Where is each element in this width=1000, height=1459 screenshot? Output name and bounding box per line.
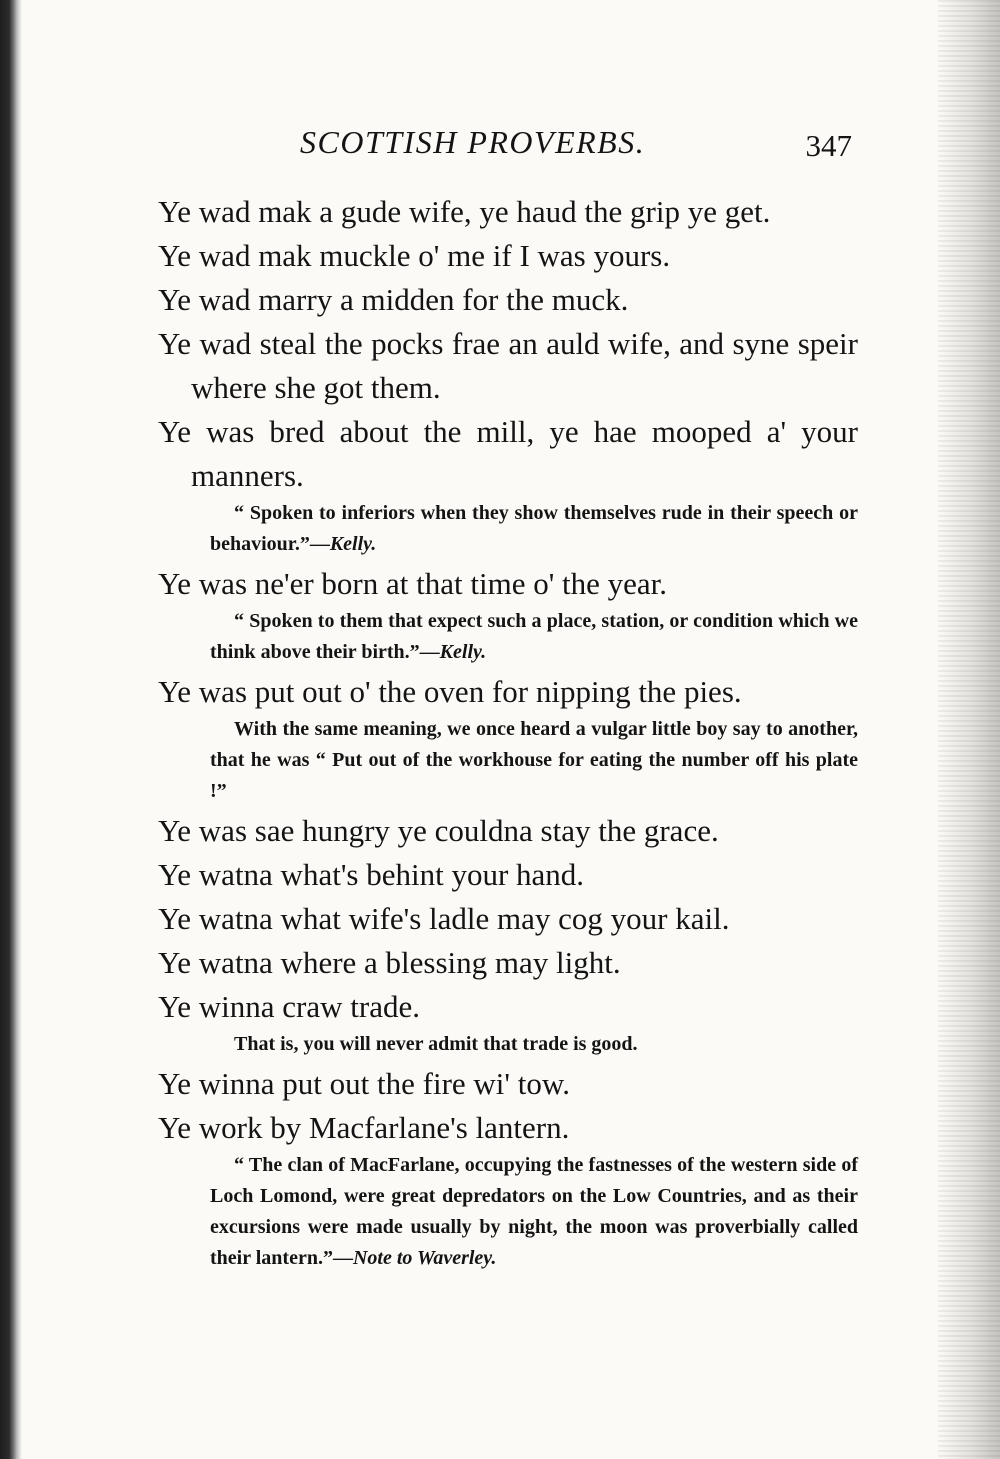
proverb-entry: Ye work by Macfarlane's lantern. (158, 1110, 570, 1145)
proverb-entry: Ye wad mak muckle o' me if I was yours. (158, 238, 671, 273)
page-edge-shadow (938, 0, 1000, 1459)
proverb-entry: Ye wad steal the pocks frae an auld wife, and syne speir where she got them. (158, 326, 858, 405)
proverb-entry: Ye watna what's behint your hand. (158, 857, 585, 892)
note-text: “ Spoken to them that expect such a place, station, or condition which we think above their birth.”— (210, 610, 858, 663)
proverb-entry: Ye watna what wife's ladle may cog your kail. (158, 901, 730, 936)
proverb-list (158, 190, 858, 1276)
proverb-entry: Ye winna craw trade. (158, 989, 420, 1024)
note-attribution: Kelly. (439, 641, 487, 663)
proverb-entry: Ye was ne'er born at that time o' the year. (158, 566, 668, 601)
proverb-entry: Ye was put out o' the oven for nipping the pies. (158, 674, 742, 709)
page-number: 347 (805, 128, 852, 163)
book-binding-shadow (0, 0, 22, 1459)
proverb-note (158, 714, 858, 807)
proverb-entry: Ye wad mak a gude wife, ye haud the grip ye get. (158, 194, 771, 229)
proverb-entry: Ye watna where a blessing may light. (158, 945, 621, 980)
page-header (300, 124, 860, 174)
note-text: With the same meaning, we once heard a vulgar little boy say to another, that he was “ Put out of the workhouse for eating the number off his plate !” (210, 718, 858, 802)
note-text: “ Spoken to inferiors when they show themselves rude in their speech or behaviour.”— (210, 502, 858, 555)
note-text: “ The clan of MacFarlane, occupying the fastnesses of the western side of Loch Lomond, were great depredators on the Low Countries, and as their excursions were made usually by night, the moon was proverbially called their lantern.”— (210, 1154, 858, 1269)
proverb-note (158, 606, 858, 668)
proverb-entry: Ye was sae hungry ye couldna stay the grace. (158, 813, 719, 848)
note-text: That is, you will never admit that trade is good. (234, 1033, 638, 1055)
proverb-note (158, 498, 858, 560)
proverb-entry: Ye winna put out the fire wi' tow. (158, 1066, 570, 1101)
proverb-note (158, 1029, 858, 1060)
proverb-entry: Ye was bred about the mill, ye hae mooped a' your manners. (158, 414, 858, 493)
note-attribution: Kelly. (329, 533, 377, 555)
running-title: SCOTTISH PROVERBS. (300, 124, 646, 160)
proverb-note (158, 1150, 858, 1274)
proverb-entry: Ye wad marry a midden for the muck. (158, 282, 629, 317)
note-attribution: Note to Waverley. (352, 1247, 497, 1269)
